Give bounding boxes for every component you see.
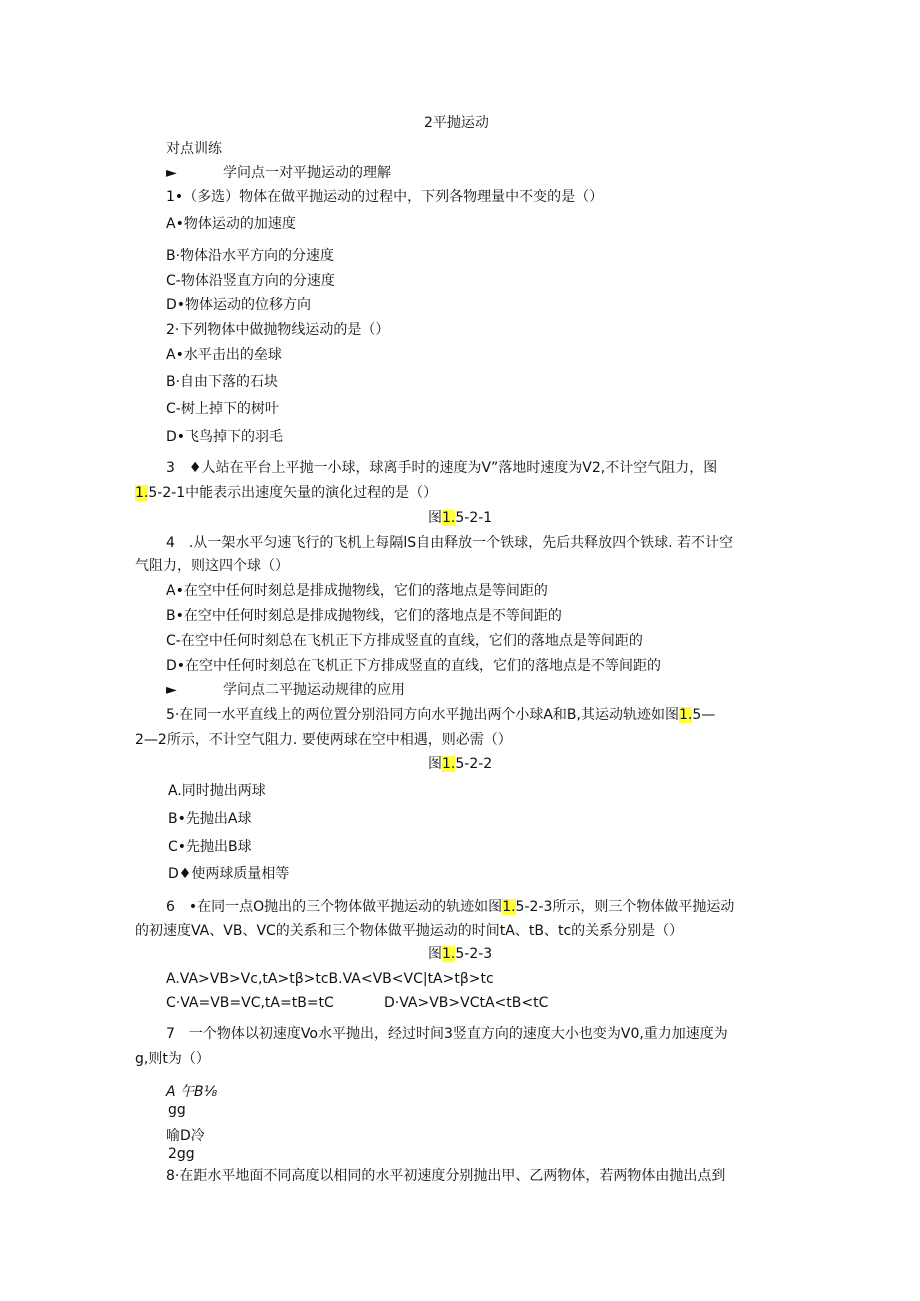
q2-option-a: A•水平击出的垒球: [166, 347, 282, 363]
figure-number: 5-2-3: [455, 946, 493, 962]
q1-stem: 1•（多选）物体在做平抛运动的过程中，下列各物理量中不变的是（）: [166, 189, 604, 205]
figure-prefix: 图: [428, 756, 442, 772]
q1-option-d: D•物体运动的位移方向: [166, 297, 312, 313]
highlight: 1.: [442, 510, 456, 526]
q2-stem: 2·下列物体中做抛物线运动的是（）: [166, 322, 390, 338]
highlight: 1.: [502, 899, 516, 915]
q6-line-1-text: 6 •在同一点O抛出的三个物体做平抛运动的轨迹如图: [166, 899, 503, 915]
q5-option-c: C•先抛出B球: [168, 839, 252, 855]
q7-denominators-cd: 2gg: [168, 1146, 195, 1162]
q8-line-1: 8·在距水平地面不同高度以相同的水平初速度分别抛出甲、乙两物体，若两物体由抛出点到: [166, 1168, 726, 1184]
q2-option-d: D•飞鸟掉下的羽毛: [166, 429, 284, 445]
q7-line-2: g,则t为（）: [135, 1051, 210, 1067]
q5-option-d: D♦使两球质量相等: [168, 866, 290, 882]
q4-option-a: A•在空中任何时刻总是排成抛物线，它们的落地点是等间距的: [166, 583, 548, 599]
figure-number: 5-2-1: [455, 510, 493, 526]
q7-options-cd: 喻D冷: [166, 1128, 205, 1144]
figure-number: 5-2-2: [455, 756, 493, 772]
figure-caption-2: [428, 755, 492, 773]
q3-line-2: [135, 484, 437, 502]
arrow-icon: ►: [166, 165, 177, 181]
q3-line-2-text: 5-2-1中能表示出速度矢量的演化过程的是（）: [148, 485, 438, 501]
q4-option-d: D•在空中任何时刻总在飞机正下方排成竖直的直线，它们的落地点是不等间距的: [166, 658, 662, 674]
highlight: 1.: [442, 756, 456, 772]
q6-line-2: 的初速度VA、VB、VC的关系和三个物体做平抛运动的时间tA、tB、tc的关系分别是（）: [135, 923, 684, 939]
q7-options-ab: A 午B⅛: [166, 1084, 218, 1100]
q6-option-ab: A.VA>VB>Vc,tA>tβ>tcB.VA<VB<VC|tA>tβ>tc: [166, 971, 494, 987]
q7-line-1: 7 一个物体以初速度Vo水平抛出，经过时间3竖直方向的速度大小也变为V0,重力加速度为: [166, 1026, 728, 1042]
knowledge-point-2: [166, 681, 405, 699]
highlight: 1.: [679, 707, 693, 723]
knowledge-point-1-text: 学问点一对平抛运动的理解: [223, 165, 391, 181]
q5-line-1: [166, 706, 715, 724]
q7-denominators-ab: gg: [168, 1102, 186, 1118]
knowledge-point-1: [166, 164, 391, 182]
q6-option-d: D·VA>VB>VCtA<tB<tC: [384, 995, 549, 1011]
q5-option-a: A.同时抛出两球: [168, 783, 266, 799]
figure-caption-3: [428, 945, 492, 963]
q4-line-2: 气阻力，则这四个球（）: [135, 558, 289, 574]
section-label: 对点训练: [166, 141, 222, 157]
q5-line-2: 2—2所示，不计空气阻力. 要使两球在空中相遇，则必需（）: [135, 732, 512, 748]
q1-option-c: C-物体沿竖直方向的分速度: [166, 273, 335, 289]
q2-option-c: C-树上掉下的树叶: [166, 401, 279, 417]
q3-line-1: 3 ♦人站在平台上平抛一小球，球离手时的速度为V”落地时速度为V2,不计空气阻力，图: [166, 460, 718, 476]
q5-line-1-text: 5·在同一水平直线上的两位置分别沿同方向水平抛出两个小球A和B,其运动轨迹如图: [166, 707, 679, 723]
highlight: 1.: [442, 946, 456, 962]
q2-option-b: B·自由下落的石块: [166, 374, 279, 390]
q1-option-a: A•物体运动的加速度: [166, 216, 296, 232]
knowledge-point-2-text: 学问点二平抛运动规律的应用: [223, 682, 405, 698]
q4-line-1: 4 .从一架水平匀速飞行的飞机上每隔lS自由释放一个铁球，先后共释放四个铁球. 若不计空: [166, 535, 734, 551]
figure-prefix: 图: [428, 946, 442, 962]
q4-option-c: C-在空中任何时刻总在飞机正下方排成竖直的直线，它们的落地点是等间距的: [166, 633, 643, 649]
q4-option-b: B•在空中任何时刻总是排成抛物线，它们的落地点是不等间距的: [166, 608, 562, 624]
page-title: 2平抛运动: [424, 115, 489, 131]
q6-line-1: [166, 898, 734, 916]
q5-option-b: B•先抛出A球: [168, 811, 252, 827]
q5-line-1-tail: 5—: [692, 707, 716, 723]
arrow-icon: ►: [166, 682, 177, 698]
q6-line-1-tail: 5-2-3所示，则三个物体做平抛运动: [515, 899, 735, 915]
q6-option-c: C·VA=VB=VC,tA=tB=tC: [166, 995, 334, 1011]
figure-caption-1: [428, 509, 492, 527]
figure-prefix: 图: [428, 510, 442, 526]
highlight: 1.: [135, 485, 149, 501]
q1-option-b: B·物体沿水平方向的分速度: [166, 248, 335, 264]
